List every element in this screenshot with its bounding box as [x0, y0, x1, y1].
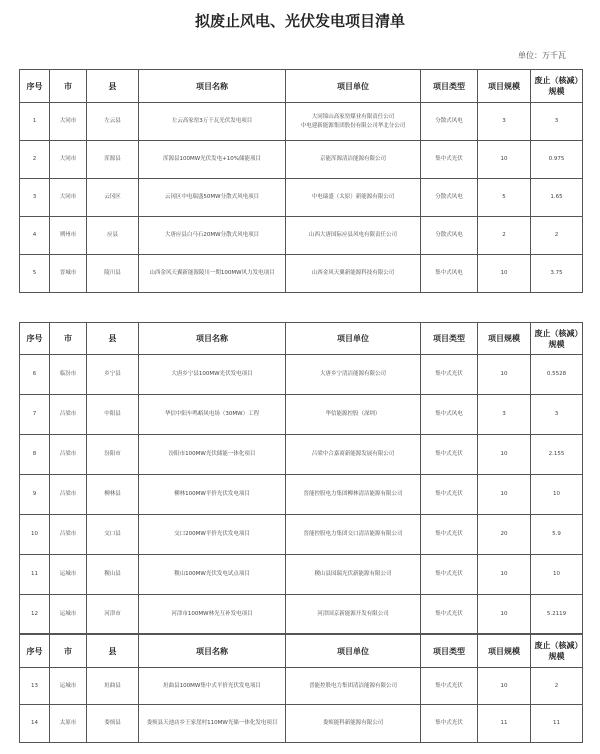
row-number: 5	[20, 255, 50, 293]
cut-scale-cell: 5.9	[531, 515, 583, 555]
cut-scale-cell: 3.75	[531, 255, 583, 293]
city-cell: 吕梁市	[50, 475, 87, 515]
city-cell: 晋城市	[50, 255, 87, 293]
project-scale-cell: 10	[478, 355, 531, 395]
header-cell: 项目类型	[421, 323, 478, 355]
project-name-cell: 云冈区中电瑞盛50MW分散式风电项目	[139, 179, 286, 217]
cut-scale-cell: 10	[531, 475, 583, 515]
project-type-cell: 集中式风电	[421, 395, 478, 435]
table-row	[20, 255, 583, 293]
header-cell: 项目类型	[421, 635, 478, 668]
project-type-cell: 分散式风电	[421, 217, 478, 255]
cut-scale-cell: 5.2119	[531, 595, 583, 634]
city-cell: 运城市	[50, 668, 87, 705]
row-number: 8	[20, 435, 50, 475]
city-cell: 大同市	[50, 179, 87, 217]
project-unit-cell: 晋能控股电力集团柳林清洁能源有限公司	[286, 475, 421, 515]
row-number: 14	[20, 705, 50, 743]
table-body	[20, 103, 583, 293]
project-type-cell: 集中式光伏	[421, 705, 478, 743]
row-number: 12	[20, 595, 50, 634]
project-scale-cell: 20	[478, 515, 531, 555]
project-name-cell: 娄烦县天池店乡王家崖村110MW光储一体化发电项目	[139, 705, 286, 743]
row-number: 11	[20, 555, 50, 595]
project-unit-cell: 河津国京新能源开发有限公司	[286, 595, 421, 634]
table-row	[20, 435, 583, 475]
project-type-cell: 集中式光伏	[421, 668, 478, 705]
cut-scale-cell: 2.155	[531, 435, 583, 475]
header-cell: 项目规模	[478, 635, 531, 668]
project-name-cell: 稷山100MW光伏发电试点项目	[139, 555, 286, 595]
project-name-cell: 柳林100MW平价光伏发电项目	[139, 475, 286, 515]
header-cell: 市	[50, 635, 87, 668]
table-row	[20, 515, 583, 555]
cut-scale-cell: 3	[531, 103, 583, 141]
table-row	[20, 355, 583, 395]
project-name-cell: 华信中阳车鸣峪风电场（30MW）工程	[139, 395, 286, 435]
row-number: 13	[20, 668, 50, 705]
table-row	[20, 103, 583, 141]
project-scale-cell: 2	[478, 217, 531, 255]
county-cell: 交口县	[87, 515, 139, 555]
row-number: 6	[20, 355, 50, 395]
header-cell: 市	[50, 70, 87, 103]
table-row	[20, 668, 583, 705]
project-unit-cell: 吕梁中合嘉商新能源发展有限公司	[286, 435, 421, 475]
header-cell: 县	[87, 70, 139, 103]
city-cell: 大同市	[50, 141, 87, 179]
project-name-cell: 大唐乡宁县100MW光伏发电项目	[139, 355, 286, 395]
project-unit-cell: 晋能控股电力集团交口清洁能源有限公司	[286, 515, 421, 555]
project-name-cell: 山西金风天翼新能源陵川一期100MW风力发电项目	[139, 255, 286, 293]
project-type-cell: 集中式光伏	[421, 355, 478, 395]
header-cell: 项目单位	[286, 70, 421, 103]
county-cell: 娄烦县	[87, 705, 139, 743]
table-row	[20, 179, 583, 217]
city-cell: 吕梁市	[50, 435, 87, 475]
project-type-cell: 集中式光伏	[421, 475, 478, 515]
header-cell: 废止（核减）规模	[531, 635, 583, 668]
row-number: 3	[20, 179, 50, 217]
project-type-cell: 分散式风电	[421, 179, 478, 217]
county-cell: 河津市	[87, 595, 139, 634]
header-cell: 序号	[20, 70, 50, 103]
project-unit-cell: 中电瑞盛（太原）新能源有限公司	[286, 179, 421, 217]
header-row	[20, 70, 583, 103]
table-row	[20, 555, 583, 595]
cut-scale-cell: 2	[531, 668, 583, 705]
county-cell: 陵川县	[87, 255, 139, 293]
project-scale-cell: 10	[478, 141, 531, 179]
project-type-cell: 集中式光伏	[421, 141, 478, 179]
header-cell: 项目单位	[286, 635, 421, 668]
project-name-cell: 交口200MW平价光伏发电项目	[139, 515, 286, 555]
header-cell: 县	[87, 323, 139, 355]
project-type-cell: 集中式光伏	[421, 595, 478, 634]
header-cell: 废止（核减）规模	[531, 323, 583, 355]
table-row	[20, 475, 583, 515]
project-scale-cell: 10	[478, 475, 531, 515]
project-table-2	[19, 322, 583, 634]
table-body	[20, 355, 583, 634]
header-row	[20, 635, 583, 668]
project-name-cell: 浑源县100MW光伏发电+10%储能项目	[139, 141, 286, 179]
project-table-1	[19, 69, 583, 293]
table-body	[20, 668, 583, 743]
project-scale-cell: 10	[478, 668, 531, 705]
project-type-cell: 集中式光伏	[421, 515, 478, 555]
header-cell: 序号	[20, 323, 50, 355]
project-unit-cell: 京能浑源清洁能源有限公司	[286, 141, 421, 179]
cut-scale-cell: 11	[531, 705, 583, 743]
project-name-cell: 汾阳市100MW光伏储能一体化项目	[139, 435, 286, 475]
project-unit-cell: 稷山县国瑞光伏新能源有限公司	[286, 555, 421, 595]
project-unit-cell: 山西大唐国际应县风电有限责任公司	[286, 217, 421, 255]
project-scale-cell: 10	[478, 255, 531, 293]
project-unit-cell: 华信能源控股（深圳）	[286, 395, 421, 435]
table-row	[20, 395, 583, 435]
project-unit-cell: 大同锦山高家窑煤业有限责任公司 中电建新能源集团股份有限公司华北分公司	[286, 103, 421, 141]
header-cell: 序号	[20, 635, 50, 668]
project-type-cell: 集中式风电	[421, 255, 478, 293]
header-cell: 市	[50, 323, 87, 355]
row-number: 4	[20, 217, 50, 255]
header-cell: 废止（核减）规模	[531, 70, 583, 103]
cut-scale-cell: 1.65	[531, 179, 583, 217]
county-cell: 柳林县	[87, 475, 139, 515]
header-cell: 项目名称	[139, 635, 286, 668]
header-row	[20, 323, 583, 355]
row-number: 7	[20, 395, 50, 435]
project-scale-cell: 11	[478, 705, 531, 743]
cut-scale-cell: 0.975	[531, 141, 583, 179]
project-unit-cell: 娄烦能科新能源有限公司	[286, 705, 421, 743]
row-number: 9	[20, 475, 50, 515]
project-name-cell: 大唐应县白马石20MW分散式风电项目	[139, 217, 286, 255]
project-unit-cell: 大唐乡宁清洁能源有限公司	[286, 355, 421, 395]
row-number: 10	[20, 515, 50, 555]
cut-scale-cell: 10	[531, 555, 583, 595]
project-scale-cell: 10	[478, 595, 531, 634]
city-cell: 运城市	[50, 595, 87, 634]
project-table-3	[19, 634, 583, 743]
project-type-cell: 分散式风电	[421, 103, 478, 141]
project-scale-cell: 5	[478, 179, 531, 217]
county-cell: 垣曲县	[87, 668, 139, 705]
header-cell: 项目名称	[139, 323, 286, 355]
header-cell: 项目名称	[139, 70, 286, 103]
header-cell: 项目规模	[478, 323, 531, 355]
cut-scale-cell: 0.5528	[531, 355, 583, 395]
project-type-cell: 集中式光伏	[421, 555, 478, 595]
county-cell: 乡宁县	[87, 355, 139, 395]
header-cell: 项目规模	[478, 70, 531, 103]
table-row	[20, 705, 583, 743]
project-name-cell: 河津市100MW林光互补发电项目	[139, 595, 286, 634]
city-cell: 太原市	[50, 705, 87, 743]
cut-scale-cell: 3	[531, 395, 583, 435]
county-cell: 汾阳市	[87, 435, 139, 475]
table-row	[20, 595, 583, 634]
project-unit-cell: 晋能控股电力集团清洁能源有限公司	[286, 668, 421, 705]
table-row	[20, 141, 583, 179]
county-cell: 应县	[87, 217, 139, 255]
row-number: 1	[20, 103, 50, 141]
project-scale-cell: 3	[478, 395, 531, 435]
city-cell: 吕梁市	[50, 515, 87, 555]
project-type-cell: 集中式光伏	[421, 435, 478, 475]
project-name-cell: 垣曲县100MW集中式平价光伏发电项目	[139, 668, 286, 705]
city-cell: 大同市	[50, 103, 87, 141]
city-cell: 临汾市	[50, 355, 87, 395]
project-name-cell: 左云高家窑3万千瓦光伏发电项目	[139, 103, 286, 141]
county-cell: 左云县	[87, 103, 139, 141]
table-row	[20, 217, 583, 255]
county-cell: 稷山县	[87, 555, 139, 595]
header-cell: 项目单位	[286, 323, 421, 355]
project-unit-cell: 山西金风天翼新能源科技有限公司	[286, 255, 421, 293]
city-cell: 朔州市	[50, 217, 87, 255]
project-scale-cell: 10	[478, 435, 531, 475]
document-title: 拟废止风电、光伏发电项目清单	[194, 12, 405, 30]
county-cell: 云冈区	[87, 179, 139, 217]
project-scale-cell: 10	[478, 555, 531, 595]
cut-scale-cell: 2	[531, 217, 583, 255]
county-cell: 中阳县	[87, 395, 139, 435]
header-cell: 项目类型	[421, 70, 478, 103]
county-cell: 浑源县	[87, 141, 139, 179]
project-scale-cell: 3	[478, 103, 531, 141]
city-cell: 运城市	[50, 555, 87, 595]
unit-label: 单位：万千瓦	[518, 51, 566, 60]
header-cell: 县	[87, 635, 139, 668]
city-cell: 吕梁市	[50, 395, 87, 435]
row-number: 2	[20, 141, 50, 179]
